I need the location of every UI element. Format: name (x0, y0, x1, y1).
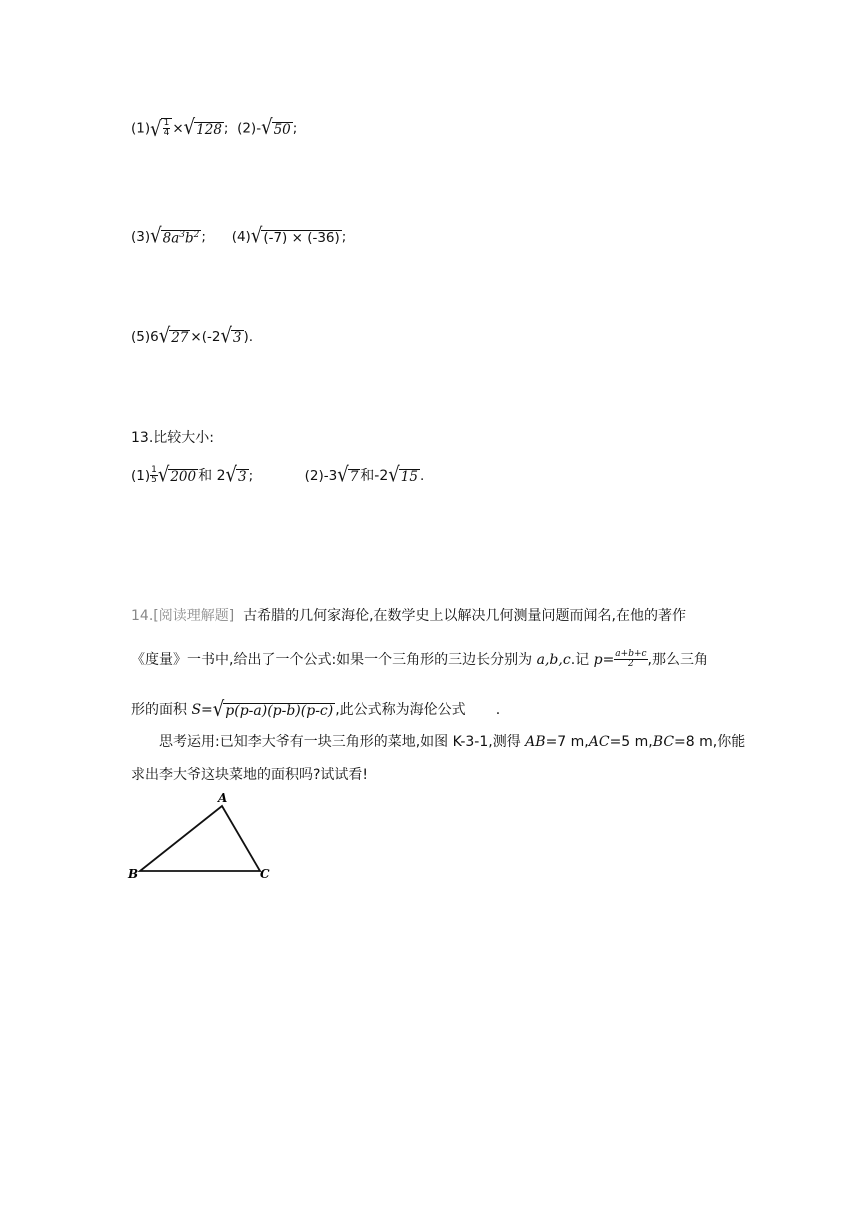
q14-line-2: 《度量》一书中,给出了一个公式:如果一个三角形的三边长分别为 a,b,c.记 p= $\frac{a+b+c}{2}$ ,那么三角 (131, 649, 708, 670)
radical-8a3b2: √ $8a^3b^2$ (150, 224, 200, 249)
q14-line-3: 形的面积 S= √ p(p-a)(p-b)(p-c) ,此公式称为海伦公式 . (131, 697, 501, 722)
radical-3: √ 3 (220, 324, 242, 349)
vertex-c-label: C (260, 867, 270, 881)
times-sign: × (172, 120, 184, 137)
radical-heron: √ p(p-a)(p-b)(p-c) (212, 697, 334, 722)
radical-200: √ 200 (157, 463, 197, 488)
radical-7: √ 7 (337, 463, 359, 488)
q14-tag: [阅读理解题] (153, 608, 235, 624)
q13-items: (1) $\frac{1}{5}$ √ 200 和 2 √ 3 ; (2)-3 √ 7 和-2 √ 15 . (131, 463, 425, 488)
q14-line-1: 14.[阅读理解题] 古希腊的几何家海伦,在数学史上以解决几何测量问题而闻名,在他的著作 (131, 608, 687, 624)
q12-item1-label: (1) (131, 120, 151, 137)
q12-line-2: (3) √ $8a^3b^2$ ; (4) √ (-7) × (-36) ; (131, 224, 347, 249)
q14-line-5: 求出李大爷这块菜地的面积吗?试试看! (131, 767, 369, 783)
q14-line-4: 思考运用:已知李大爷有一块三角形的菜地,如图 K-3-1,测得 AB=7 m,AC=5 m,BC=8 m,你能 (159, 734, 746, 750)
q12-line-3: (5)6 √ 27 ×(-2 √ 3 ). (131, 324, 254, 349)
fraction-1-5: $\frac{1}{5}$ (151, 465, 157, 486)
radical-1-4: √ $\frac{1}{4}$ (150, 118, 172, 139)
fraction-p: $\frac{a+b+c}{2}$ (615, 649, 647, 670)
radical-27: √ 27 (158, 324, 189, 349)
q13-title: 13.比较大小: (131, 430, 214, 446)
q12-item2-label: (2)- (237, 120, 262, 137)
vertex-b-label: B (128, 867, 139, 881)
radical-128: √ 128 (183, 115, 222, 140)
radical-product: √ (-7) × (-36) (250, 224, 340, 249)
radical-15: √ 15 (388, 463, 418, 488)
vertex-a-label: A (218, 791, 228, 805)
radical-50: √ 50 (261, 115, 291, 140)
q12-line-1: (1) √ $\frac{1}{4}$ × √ 128 ; (2)- √ 50 ; (131, 115, 298, 142)
radical-3b: √ 3 (225, 463, 247, 488)
